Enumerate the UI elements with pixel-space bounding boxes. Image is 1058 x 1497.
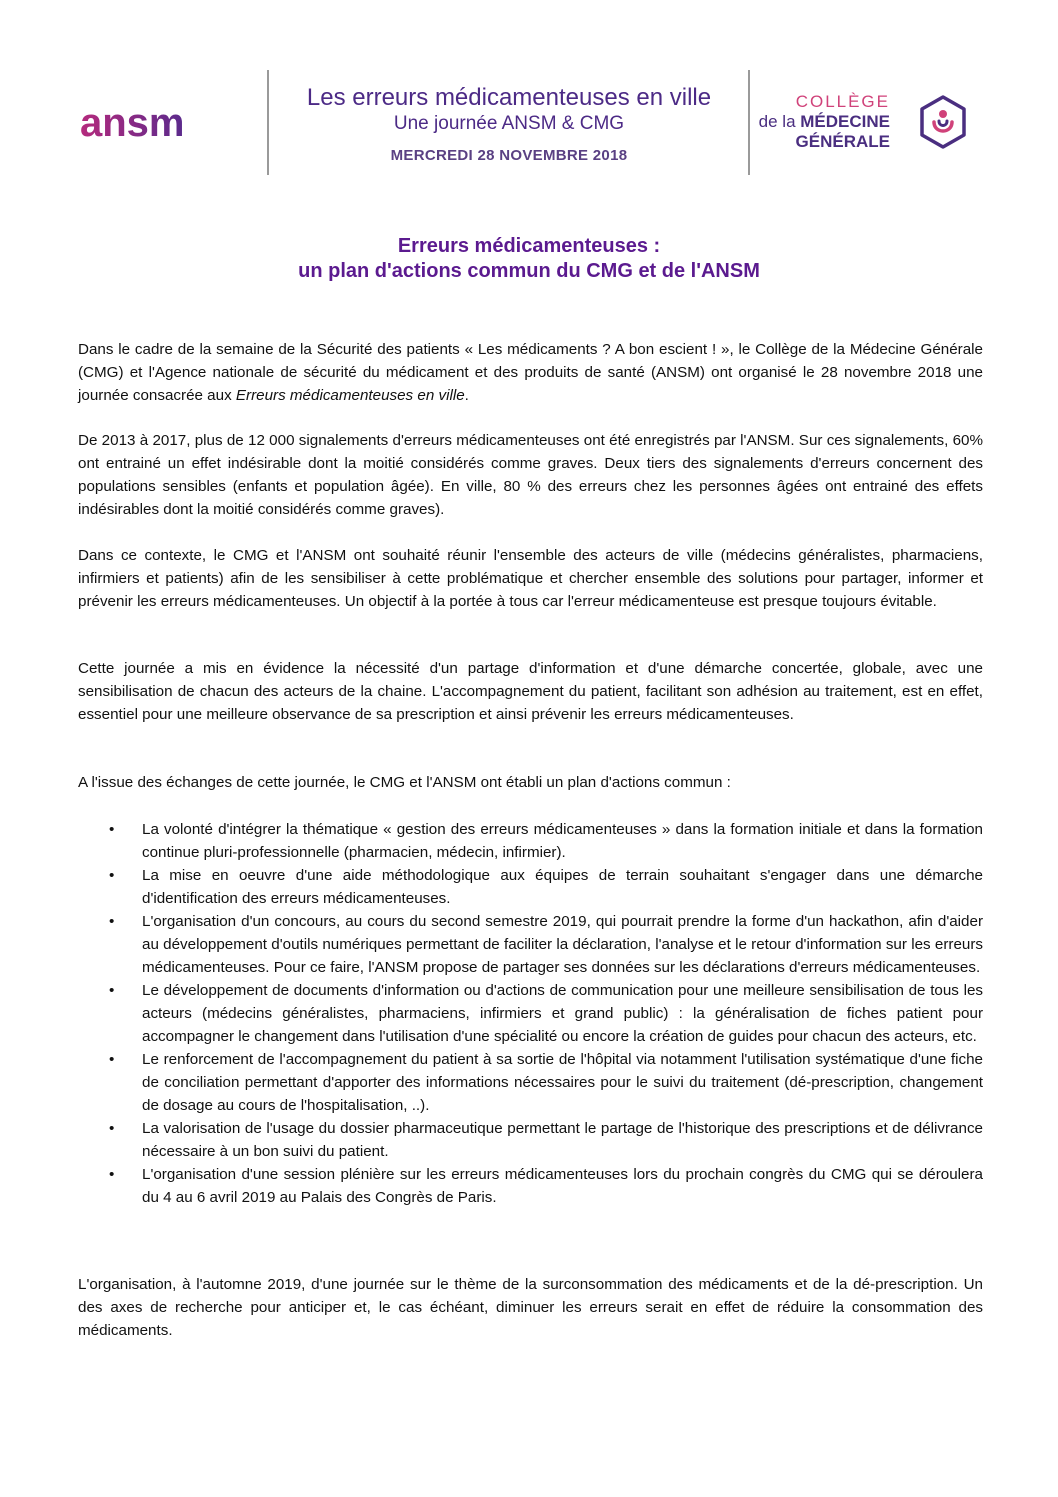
bullet-icon: •	[109, 1166, 115, 1183]
paragraph-statistics: De 2013 à 2017, plus de 12 000 signalements d'erreurs médicamenteuses ont été enregistrés par l'ANSM. Sur ces signalements, 60% ont entrainé un effet indésirable dont la moitié considérés comme graves. Deux tiers des signalements d'erreurs concernent des populations sensibles (enfants et population âgée). En ville, 80 % des erreurs chez les personnes âgées ont entrainé des effets indésirables dont la moitié considérés comme graves).	[78, 432, 983, 518]
cmg-logo-icon	[918, 94, 968, 150]
svg-text:ansm: ansm	[80, 104, 185, 144]
event-banner	[270, 84, 748, 165]
paragraph-journee: Cette journée a mis en évidence la nécessité d'un partage d'information et d'une démarche concertée, globale, avec une sensibilisation de chacun des acteurs de la chaine. L'accompagnement du patient, facilitant son adhésion au traitement, est en effet, essentiel pour une meilleure observance de sa prescription et ainsi prévenir les erreurs médicamenteuses.	[78, 660, 983, 723]
bullet-icon: •	[109, 1051, 115, 1068]
paragraph-context: Dans ce contexte, le CMG et l'ANSM ont souhaité réunir l'ensemble des acteurs de ville (médecins généralistes, pharmaciens, infirmiers et patients) afin de les sensibiliser à cette problématique et chercher ensemble des solutions pour partager, informer et prévenir les erreurs médicamenteuses. Un objectif à la portée à tous car l'erreur médicamenteuse est presque toujours évitable.	[78, 547, 983, 610]
intro-emphasis: Erreurs médicamenteuses en ville	[235, 387, 465, 404]
header-divider-right	[748, 70, 750, 175]
ansm-logo	[78, 104, 248, 144]
header-divider-left	[267, 70, 269, 175]
paragraph-plan-intro: A l'issue des échanges de cette journée, le CMG et l'ANSM ont établi un plan d'actions commun :	[78, 774, 731, 791]
bullet-icon: •	[109, 982, 115, 999]
list-item: • La valorisation de l'usage du dossier pharmaceutique permettant le partage de l'historique des prescriptions et de délivrance nécessaire à un bon suivi du patient.	[106, 1117, 983, 1163]
event-date: MERCREDI 28 NOVEMBRE 2018	[390, 147, 628, 164]
cmg-line-medecine: de la MÉDECINE	[758, 112, 890, 131]
document-title	[0, 234, 1058, 284]
page-header	[0, 0, 1058, 200]
bullet-icon: •	[109, 913, 115, 930]
list-item: • La mise en oeuvre d'une aide méthodologique aux équipes de terrain souhaitant s'engager dans une démarche d'identification des erreurs médicamenteuses.	[106, 864, 983, 910]
event-title: Les erreurs médicamenteuses en ville	[306, 84, 712, 111]
intro-paragraph: Dans le cadre de la semaine de la Sécurité des patients « Les médicaments ? A bon escient ! », le Collège de la Médecine Générale (CMG) et l'Agence nationale de sécurité du médicament et des produits de santé (ANSM) ont organisé le 28 novembre 2018 une journée consacrée aux Erreurs médicamenteuses en ville.	[78, 341, 983, 404]
title-line-2: un plan d'actions commun du CMG et de l'ANSM	[298, 260, 760, 282]
list-item: • La volonté d'intégrer la thématique « gestion des erreurs médicamenteuses » dans la formation initiale et dans la formation continue pluri-professionnelle (pharmacien, médecin, infirmier).	[106, 818, 983, 864]
cmg-line-generale: GÉNÉRALE	[795, 132, 890, 151]
list-item: • Le renforcement de l'accompagnement du patient à sa sortie de l'hôpital via notamment l'utilisation systématique d'une fiche de conciliation permettant d'apporter des informations nécessaires pour le suivi du traitement (dé-prescription, changement de dosage au cours de l'hospitalisation, ..).	[106, 1048, 983, 1117]
list-item: • L'organisation d'un concours, au cours du second semestre 2019, qui pourrait prendre la forme d'un hackathon, afin d'aider au développement d'outils numériques permettant de faciliter la déclaration, l'analyse et le retour d'information sur les erreurs médicamenteuses. Pour ce faire, l'ANSM propose de partager ses données sur les déclarations d'erreurs médicamenteuses.	[106, 910, 983, 979]
bullet-icon: •	[109, 821, 115, 838]
bullet-icon: •	[109, 867, 115, 884]
bullet-icon: •	[109, 1120, 115, 1137]
list-item: • Le développement de documents d'information ou d'actions de communication pour une meilleure sensibilisation de tous les acteurs (médecins généralistes, pharmaciens, infirmiers et grand public) : la généralisation de fiches patient pour accompagner le changement dans l'utilisation d'une spécialité ou encore la création de guides pour chacun des acteurs, etc.	[106, 979, 983, 1048]
paragraph-closing: L'organisation, à l'automne 2019, d'une journée sur le thème de la surconsommation des médicaments et de la dé-prescription. Un des axes de recherche pour anticiper et, le cas échéant, diminuer les erreurs serait en effet de réduire la consommation des médicaments.	[78, 1276, 983, 1339]
cmg-line-college: COLLÈGE	[795, 92, 890, 111]
event-subtitle: Une journée ANSM & CMG	[393, 113, 625, 134]
action-plan-list	[106, 818, 983, 1209]
title-line-1: Erreurs médicamenteuses :	[397, 235, 661, 257]
list-item: • L'organisation d'une session plénière sur les erreurs médicamenteuses lors du prochain congrès du CMG qui se déroulera du 4 au 6 avril 2019 au Palais des Congrès de Paris.	[106, 1163, 983, 1209]
